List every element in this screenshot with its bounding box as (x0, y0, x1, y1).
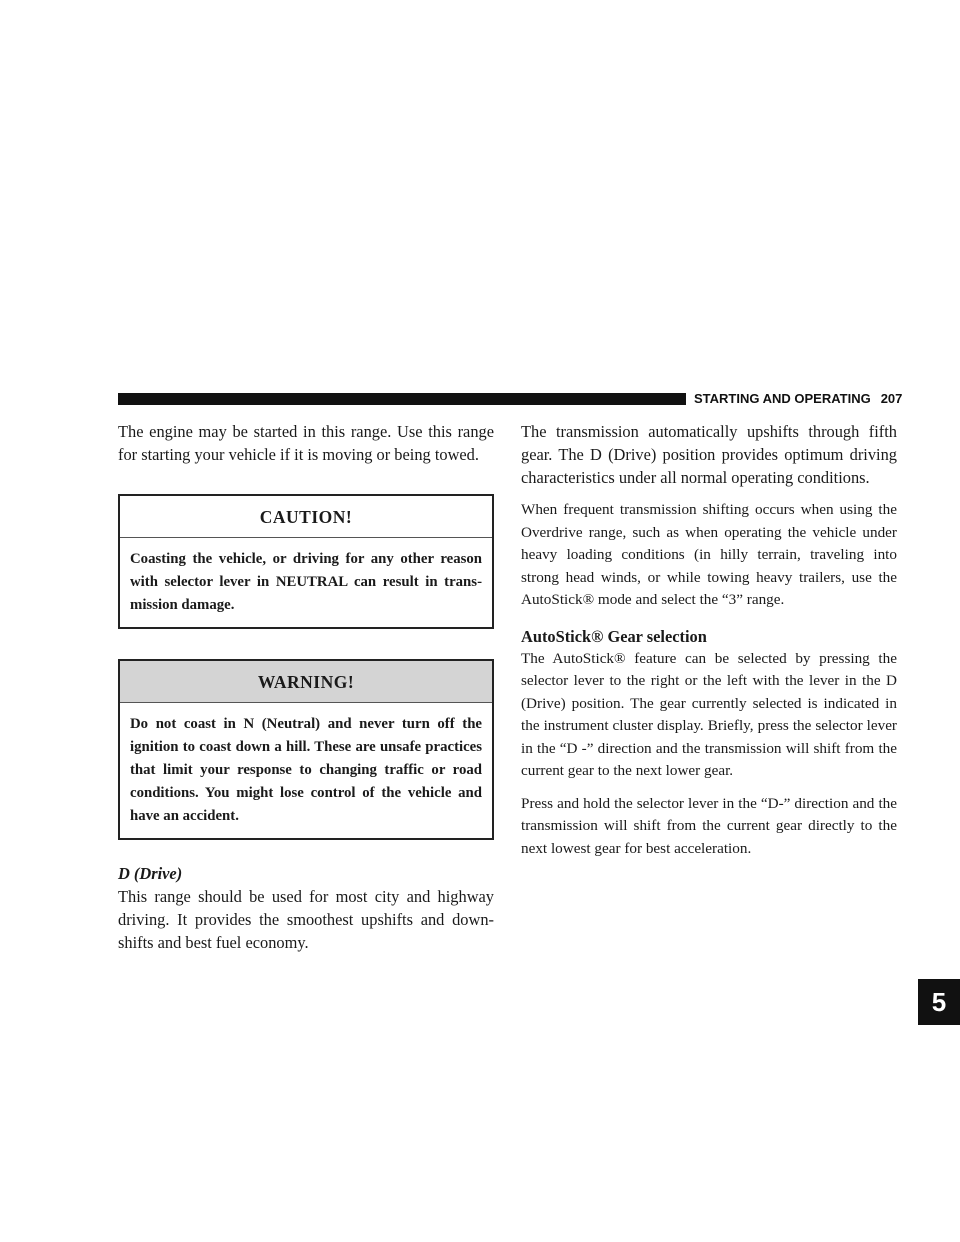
caution-body: Coasting the vehicle, or driving for any other reason with selector lever in NEUTRAL can result in transmission damage. (130, 551, 482, 613)
autostick-heading: AutoStick® Gear selection (521, 626, 707, 646)
caution-title: CAUTION! (120, 496, 492, 538)
caution-box (118, 494, 494, 629)
drive-paragraph: This range should be used for most city and highway driving. It provides the smoothest upshifts and downshifts and best fuel economy. (118, 887, 494, 952)
paragraph-1: The transmission automatically upshifts through fifth gear. The D (Drive) position provides optimum driving characteristics under all normal operating conditions. (521, 422, 897, 487)
running-header (694, 391, 914, 407)
drive-heading: D (Drive) (118, 864, 183, 883)
warning-title: WARNING! (120, 661, 492, 703)
paragraph-2: When frequent transmission shifting occurs when using the Overdrive range, such as when operating the vehicle under heavy loading conditions (in hilly terrain, traveling into strong head winds, or while towing heavy trailers, use the AutoStick® mode and select the “3” range. (521, 501, 897, 608)
page-number: 207 (880, 391, 903, 406)
paragraph-4: Press and hold the selector lever in the “D-” direction and the transmission will shift from the current gear directly to the next lowest gear for best acceleration. (521, 794, 897, 857)
warning-box (118, 659, 494, 840)
left-column (118, 420, 494, 964)
chapter-tab: 5 (918, 979, 960, 1025)
section-title: STARTING AND OPERATING (694, 391, 871, 406)
intro-paragraph: The engine may be started in this range. Use this range for starting your vehicle if it is moving or being towed. (118, 422, 494, 464)
header-rule (118, 393, 686, 405)
warning-body: Do not coast in N (Neutral) and never turn off the ignition to coast down a hill. These are unsafe practices that limit your response to changing traffic or road conditions. You might lose control of the vehicle and have an accident. (130, 716, 482, 824)
right-column (521, 420, 897, 870)
paragraph-3: The AutoStick® feature can be selected by pressing the selector lever to the right or the left with the lever in the D (Drive) position. The gear currently selected is indicated in the instrument cluster display. Briefly, press the selector lever in the “D -” direction and the transmission will shift from the current gear to the next lower gear. (521, 649, 897, 779)
